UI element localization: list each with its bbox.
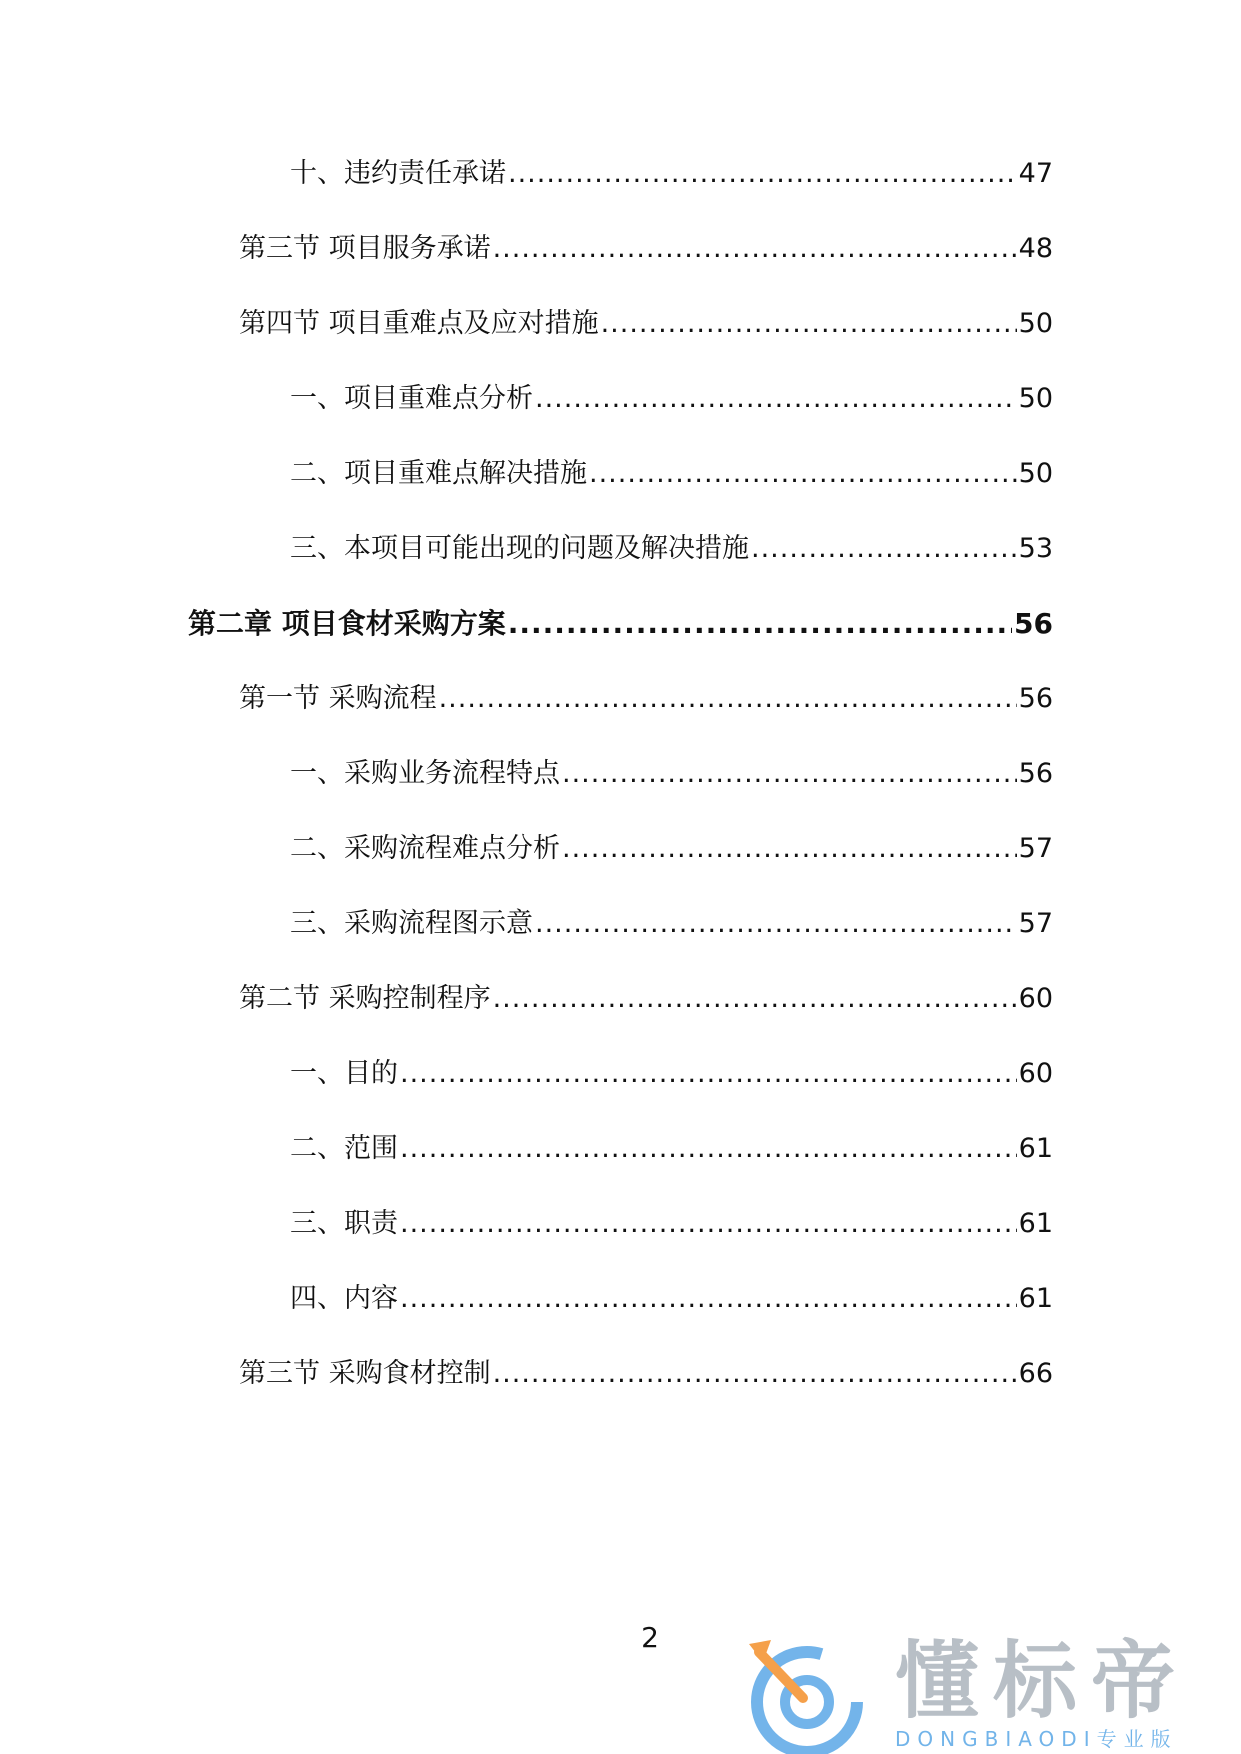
toc-entry[interactable]: [290, 156, 1053, 192]
toc-entry[interactable]: [239, 306, 1053, 342]
toc-entry-page: 61: [1018, 1283, 1053, 1314]
toc-entry-page: 56: [1018, 758, 1053, 789]
toc-entry[interactable]: [290, 456, 1053, 492]
toc-entry[interactable]: [290, 906, 1053, 942]
toc-entry-page: 60: [1018, 983, 1053, 1014]
toc-leader-dots: [508, 156, 1017, 192]
toc-entry-page: 61: [1018, 1133, 1053, 1164]
toc-entry[interactable]: [239, 681, 1053, 717]
toc-leader-dots: [508, 606, 1012, 642]
toc-entry-title: 二、范围: [290, 1133, 398, 1164]
toc-entry[interactable]: [290, 756, 1053, 792]
toc-entry-title: 十、违约责任承诺: [290, 158, 506, 189]
toc-entry-page: 50: [1018, 458, 1053, 489]
toc-entry-title: 一、目的: [290, 1058, 398, 1089]
toc-entry-page: 61: [1018, 1208, 1053, 1239]
toc-entry[interactable]: [290, 1056, 1053, 1092]
toc-entry-page: 56: [1014, 607, 1053, 640]
toc-leader-dots: [400, 1281, 1017, 1317]
toc-entry-page: 56: [1018, 683, 1053, 714]
toc-entry-title: 第三节 项目服务承诺: [239, 233, 491, 264]
target-arrow-icon: [745, 1632, 885, 1754]
toc-entry-title: 二、采购流程难点分析: [290, 833, 560, 864]
toc-entry-title: 三、本项目可能出现的问题及解决措施: [290, 533, 749, 564]
toc-entry-title: 第二节 采购控制程序: [239, 983, 491, 1014]
toc-entry-title: 三、采购流程图示意: [290, 908, 533, 939]
toc-leader-dots: [400, 1056, 1017, 1092]
watermark-brand: 懂标帝: [895, 1632, 1190, 1730]
toc-leader-dots: [400, 1131, 1017, 1167]
toc-entry-chapter[interactable]: [188, 606, 1053, 642]
toc-leader-dots: [751, 531, 1017, 567]
toc-entry[interactable]: [290, 1131, 1053, 1167]
toc-entry-page: 47: [1018, 158, 1053, 189]
watermark-subtitle: DONGBIAODI专业版: [895, 1727, 1178, 1751]
toc-entry-page: 57: [1018, 833, 1053, 864]
toc-entry-title: 第四节 项目重难点及应对措施: [239, 308, 599, 339]
toc-entry-title: 四、内容: [290, 1283, 398, 1314]
toc-entry-page: 60: [1018, 1058, 1053, 1089]
toc-leader-dots: [535, 906, 1017, 942]
toc-entry-page: 53: [1018, 533, 1053, 564]
toc-entry-page: 48: [1018, 233, 1053, 264]
toc-entry[interactable]: [239, 981, 1053, 1017]
toc-entry-page: 50: [1018, 383, 1053, 414]
toc-leader-dots: [535, 381, 1017, 417]
toc-entry-title: 一、采购业务流程特点: [290, 758, 560, 789]
toc-entry-title: 一、项目重难点分析: [290, 383, 533, 414]
toc-leader-dots: [589, 456, 1017, 492]
toc-entry[interactable]: [290, 1206, 1053, 1242]
toc-entry-title: 二、项目重难点解决措施: [290, 458, 587, 489]
toc-entry[interactable]: [290, 381, 1053, 417]
toc-entry[interactable]: [239, 1356, 1053, 1392]
toc-entry-page: 66: [1018, 1358, 1053, 1389]
toc-entry-title: 三、职责: [290, 1208, 398, 1239]
toc-leader-dots: [601, 306, 1017, 342]
toc-leader-dots: [562, 756, 1017, 792]
toc-entry-title: 第三节 采购食材控制: [239, 1358, 491, 1389]
watermark-logo: [745, 1632, 1225, 1754]
toc-entry[interactable]: [239, 231, 1053, 267]
toc-entry-page: 57: [1018, 908, 1053, 939]
toc-entry-title: 第一节 采购流程: [239, 683, 437, 714]
toc-entry-title: 第二章 项目食材采购方案: [188, 607, 506, 640]
toc-leader-dots: [400, 1206, 1017, 1242]
toc-leader-dots: [439, 681, 1017, 717]
page-number: 2: [641, 1621, 659, 1654]
toc-leader-dots: [562, 831, 1017, 867]
toc-leader-dots: [493, 231, 1017, 267]
toc-entry[interactable]: [290, 1281, 1053, 1317]
toc-leader-dots: [493, 1356, 1017, 1392]
toc-entry[interactable]: [290, 531, 1053, 567]
toc-entry-page: 50: [1018, 308, 1053, 339]
toc-entry[interactable]: [290, 831, 1053, 867]
toc-leader-dots: [493, 981, 1017, 1017]
